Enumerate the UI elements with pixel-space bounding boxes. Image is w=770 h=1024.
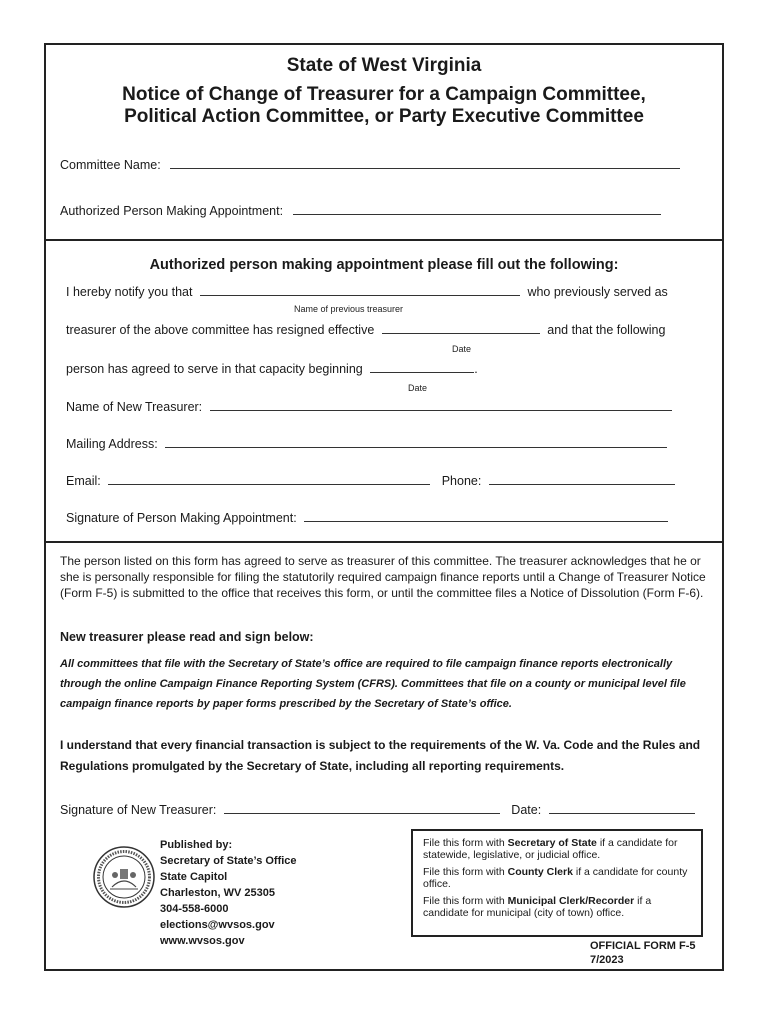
- email-field[interactable]: [108, 473, 430, 485]
- filing-municipal: File this form with Municipal Clerk/Recorder if a candidate for municipal (city of town) office.: [423, 895, 652, 919]
- publisher-phone: 304-558-6000: [160, 903, 229, 915]
- form-title: State of West Virginia: [286, 55, 482, 76]
- filing-county: File this form with County Clerk if a candidate for county office.: [423, 866, 688, 890]
- authorized-person-label: Authorized Person Making Appointment:: [60, 204, 284, 218]
- agreed-date-field[interactable]: [370, 361, 474, 373]
- notify-prefix: I hereby notify you that: [66, 285, 193, 299]
- treasurer-signature-row: [60, 802, 695, 817]
- treasurer-signature-field[interactable]: [224, 802, 500, 814]
- notify-row: [66, 284, 668, 299]
- new-treasurer-row: [66, 399, 672, 414]
- resigned-date-caption: Date: [452, 344, 472, 354]
- new-treasurer-field[interactable]: [210, 399, 672, 411]
- acknowledgement-text: The person listed on this form has agreed to serve as treasurer of this committee. The treasurer acknowledges that he or she is personally responsible for filing the statutorily required campaign finance reports until a Change of Treasurer Notice (Form F-5) is submitted to the office that receives this form, or until the committee files a Notice of Dissolution (Form F-6).: [60, 554, 706, 600]
- publisher-block: [160, 837, 297, 949]
- treasurer-date-field[interactable]: [549, 802, 695, 814]
- official-form-number: OFFICIAL FORM F-5: [590, 940, 696, 952]
- form-frame: [44, 43, 724, 971]
- authorized-person-row: [60, 203, 661, 218]
- agreed-suffix: .: [474, 362, 478, 376]
- form-subtitle-line-1: Notice of Change of Treasurer for a Campaign Committee,: [122, 84, 646, 105]
- treasurer-signature-label: Signature of New Treasurer:: [60, 803, 217, 817]
- official-form-date: 7/2023: [590, 954, 624, 966]
- mailing-address-field[interactable]: [165, 436, 667, 448]
- form-subtitle: [46, 84, 722, 128]
- form-subtitle-line-2: Political Action Committee, or Party Executive Committee: [124, 106, 644, 127]
- committee-name-label: Committee Name:: [60, 158, 161, 172]
- publisher-building: State Capitol: [160, 871, 228, 883]
- filing-instructions-box: [411, 829, 703, 937]
- resigned-prefix: treasurer of the above committee has resigned effective: [66, 323, 375, 337]
- appointer-signature-field[interactable]: [304, 510, 668, 522]
- treasurer-date-label: Date:: [511, 803, 542, 817]
- previous-treasurer-caption: Name of previous treasurer: [294, 304, 404, 314]
- notify-suffix: who previously served as: [527, 285, 668, 299]
- publisher-web[interactable]: www.wvsos.gov: [160, 935, 245, 947]
- resigned-row: [66, 322, 665, 337]
- filing-sos: File this form with Secretary of State if a candidate for statewide, legislative, or judicial office.: [423, 837, 678, 861]
- official-form-label: [590, 939, 696, 967]
- understand-statement: I understand that every financial transaction is subject to the requirements of the W. Va. Code and the Rules and Regulations promulgated by the Secretary of State, including all reporting requirements.: [60, 738, 701, 773]
- resigned-suffix: and that the following: [547, 323, 666, 337]
- mailing-address-label: Mailing Address:: [66, 437, 158, 451]
- appointer-signature-row: [66, 510, 668, 525]
- contact-row: [66, 473, 675, 488]
- publisher-office: Secretary of State’s Office: [160, 855, 297, 867]
- section2-heading: Authorized person making appointment please fill out the following:: [149, 257, 619, 273]
- phone-field[interactable]: [489, 473, 675, 485]
- publisher-city: Charleston, WV 25305: [160, 887, 275, 899]
- appointer-signature-label: Signature of Person Making Appointment:: [66, 511, 297, 525]
- phone-label: Phone:: [441, 474, 482, 488]
- published-by: Published by:: [160, 839, 233, 851]
- authorized-person-field[interactable]: [293, 203, 661, 215]
- agreed-prefix: person has agreed to serve in that capacity beginning: [66, 362, 363, 376]
- publisher-email[interactable]: elections@wvsos.gov: [160, 919, 275, 931]
- state-seal-icon: [92, 845, 156, 909]
- electronic-filing-notice: All committees that file with the Secretary of State’s office are required to file campaign finance reports electronically through the online Campaign Finance Reporting System (CFRS). Committees that file on a county or municipal level file campaign finance reports by paper forms prescribed by the Secretary of State’s office.: [60, 658, 686, 710]
- new-treasurer-label: Name of New Treasurer:: [66, 400, 203, 414]
- committee-name-row: [60, 157, 680, 172]
- agreed-row: [66, 361, 478, 376]
- sign-heading: New treasurer please read and sign below:: [60, 630, 314, 644]
- section-divider-1: [46, 239, 722, 241]
- resigned-date-field[interactable]: [382, 322, 540, 334]
- section-divider-2: [46, 541, 722, 543]
- agreed-date-caption: Date: [408, 383, 428, 393]
- committee-name-field[interactable]: [170, 157, 680, 169]
- mailing-address-row: [66, 436, 667, 451]
- previous-treasurer-field[interactable]: [200, 284, 520, 296]
- email-label: Email:: [66, 474, 101, 488]
